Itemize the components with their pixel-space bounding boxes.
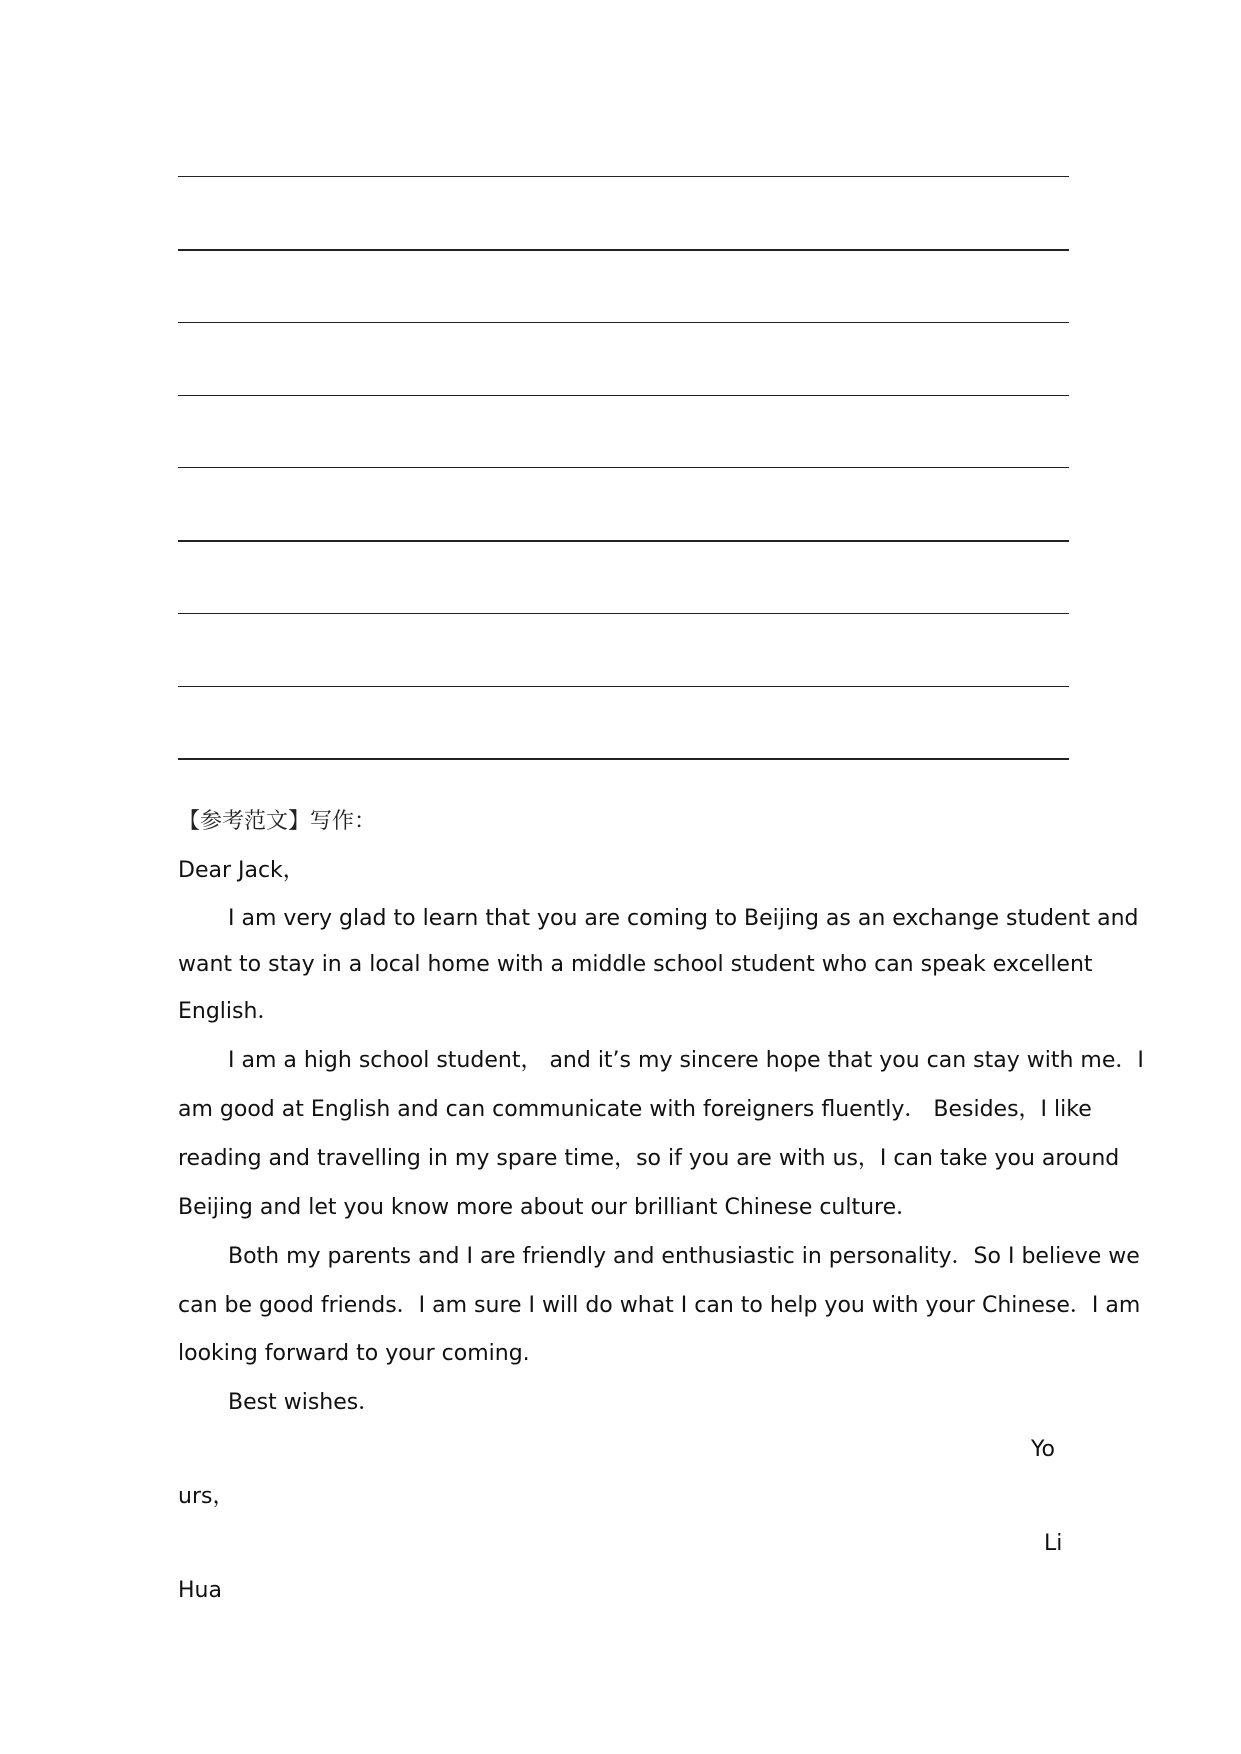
signature-urs: urs，: [178, 1484, 235, 1509]
writing-line-8: [178, 686, 1069, 687]
body-line: want to stay in a local home with a middle school student who can speak excellent: [178, 952, 1093, 977]
body-line: Beijing and let you know more about our brilliant Chinese culture．: [178, 1195, 919, 1220]
body-line: I am a high school student， and it’s my sincere hope that you can stay with me．I: [228, 1048, 1144, 1073]
writing-line-2: [178, 249, 1069, 251]
writing-line-5: [178, 467, 1069, 468]
body-line: looking forward to your coming.: [178, 1341, 530, 1366]
writing-line-9: [178, 758, 1069, 760]
body-line: am good at English and can communicate with foreigners fluently． Besides，I like: [178, 1097, 1092, 1122]
closing: Best wishes．: [228, 1390, 381, 1415]
writing-line-3: [178, 322, 1069, 323]
body-line: English．: [178, 999, 280, 1024]
section-heading: 【参考范文】写作：: [178, 809, 377, 834]
signature-li: Li: [1044, 1531, 1063, 1556]
writing-line-4: [178, 395, 1069, 396]
writing-line-1: [178, 176, 1069, 177]
body-line: reading and travelling in my spare time，so if you are with us，I can take you around: [178, 1146, 1120, 1171]
signature-yo: Yo: [1031, 1437, 1055, 1462]
writing-line-6: [178, 540, 1069, 542]
body-line: Both my parents and I are friendly and enthusiastic in personality．So I believe we: [228, 1244, 1140, 1269]
body-line: I am very glad to learn that you are coming to Beijing as an exchange student and: [228, 906, 1139, 931]
signature-hua: Hua: [178, 1578, 222, 1603]
writing-line-7: [178, 613, 1069, 614]
body-line: can be good friends．I am sure I will do what I can to help you with your Chinese．I am: [178, 1293, 1141, 1318]
salutation: Dear Jack，: [178, 858, 305, 883]
